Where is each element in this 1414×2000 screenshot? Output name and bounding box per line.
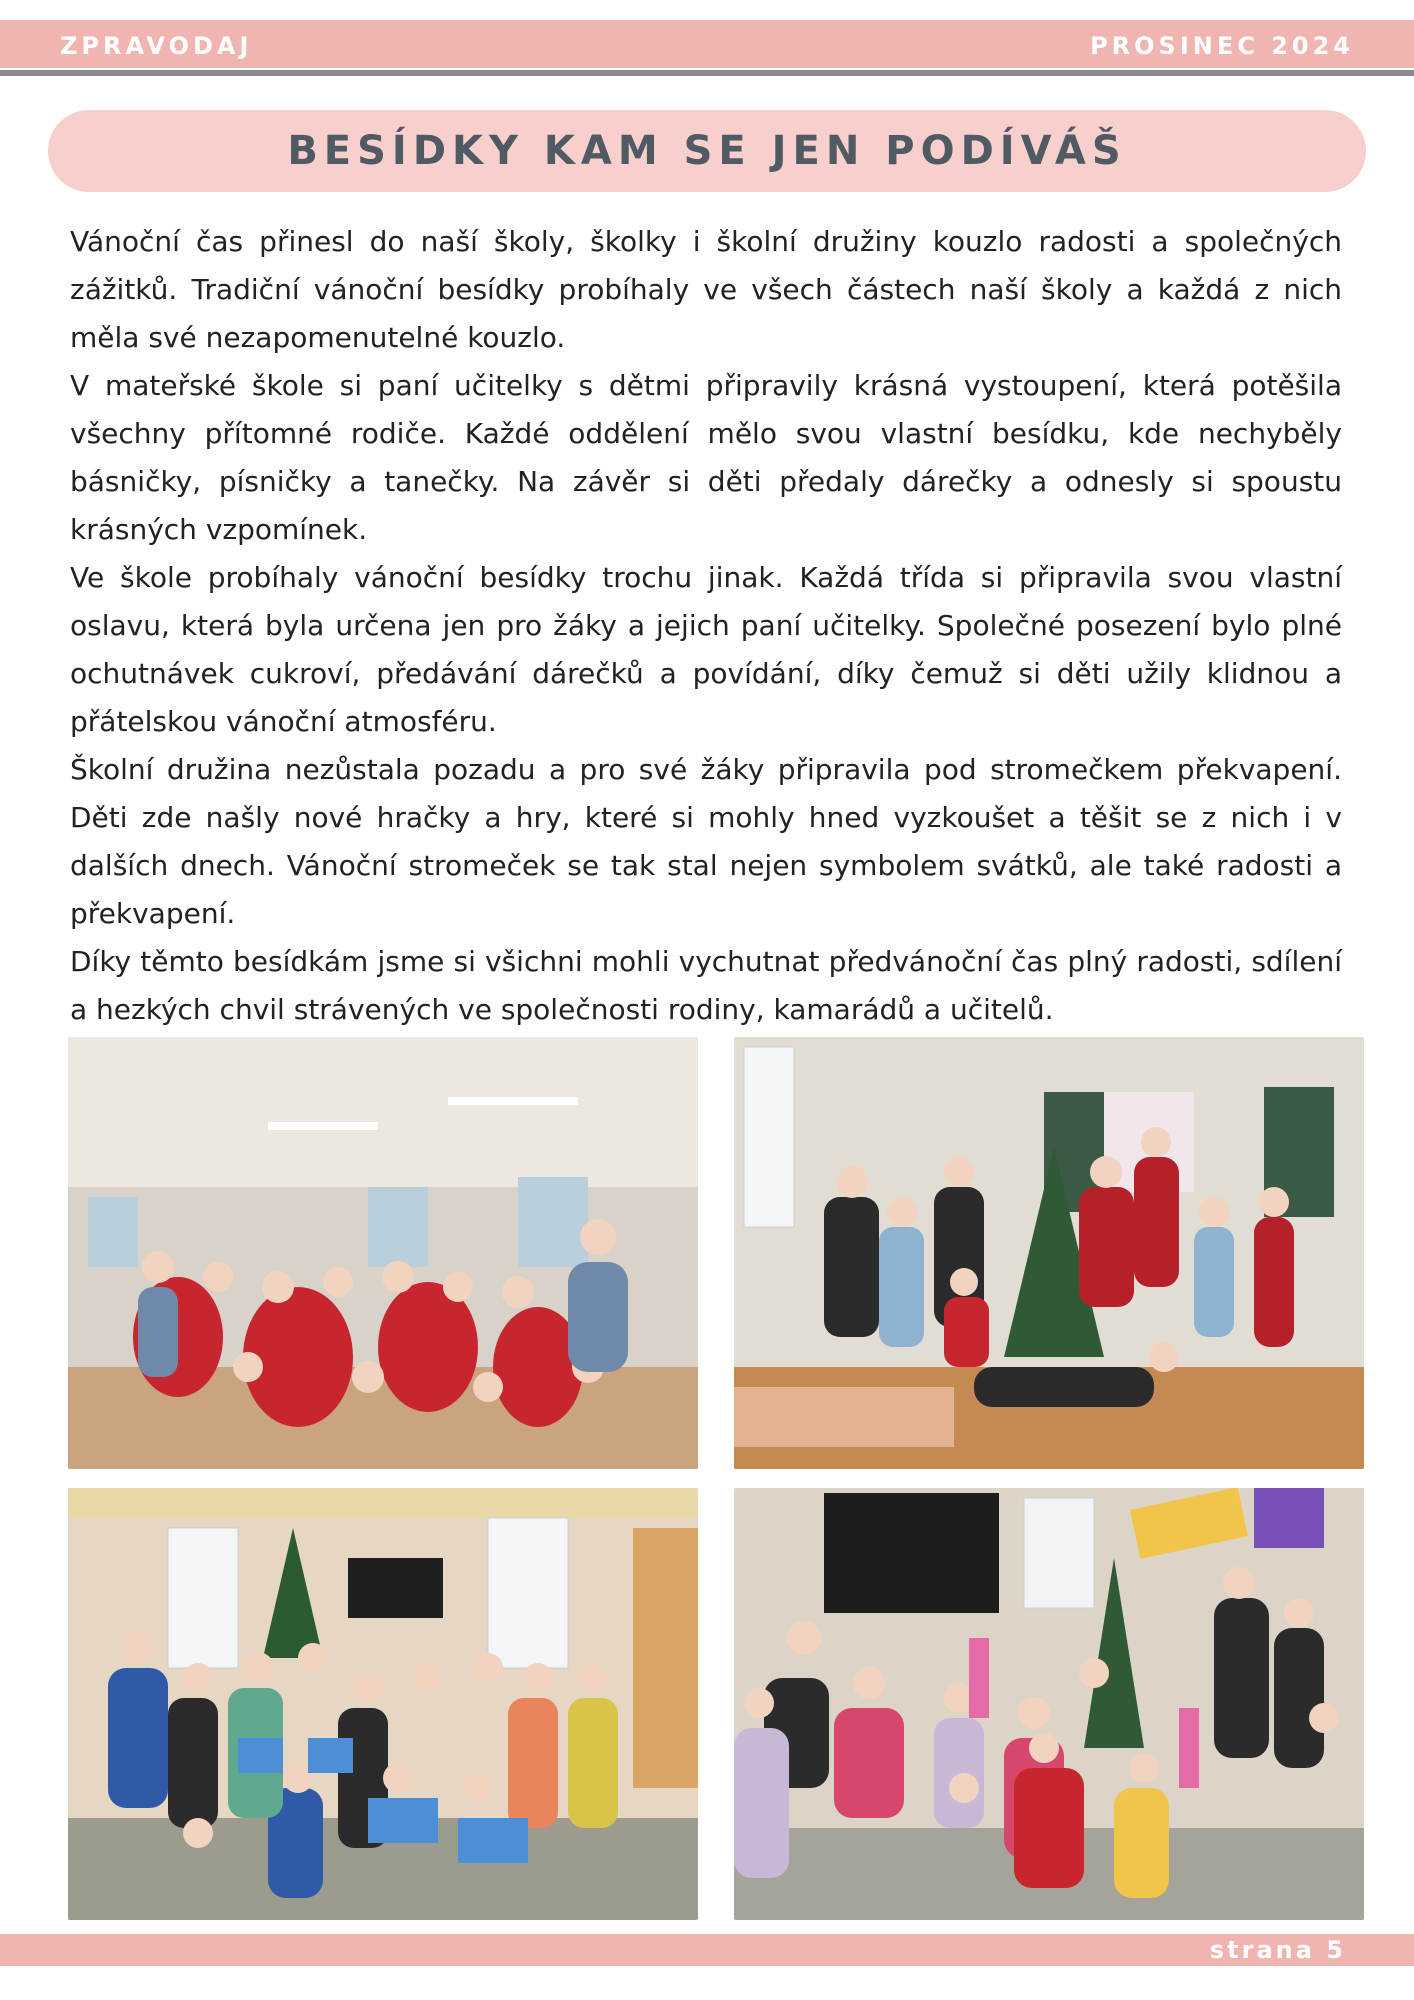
page-number: strana 5 — [1209, 1936, 1346, 1964]
newsletter-name: ZPRAVODAJ — [60, 32, 253, 60]
article-title: BESÍDKY KAM SE JEN PODÍVÁŠ — [287, 128, 1127, 174]
photo-class-christmas-tree — [734, 1037, 1364, 1469]
footer-band — [0, 1934, 1414, 1966]
title-banner — [48, 110, 1366, 192]
article-paragraph: V mateřské škole si paní učitelky s dětmi připravily krásná vystoupení, která potěšila všechny přítomné rodiče. Každé oddělení mělo svou vlastní besídku, kde nechyběly básničky, písničky a tanečky. Na závěr si děti předaly dárečky a odnesly si spoustu krásných vzpomínek. — [70, 369, 1342, 546]
header-rule — [0, 70, 1414, 76]
photo-kindergarten-party — [68, 1037, 698, 1469]
article-paragraph: Vánoční čas přinesl do naší školy, školky i školní družiny kouzlo radosti a společných zážitků. Tradiční vánoční besídky probíhaly ve všech částech naší školy a každá z nich měla své nezapomenutelné kouzlo. — [70, 225, 1342, 354]
issue-date: PROSINEC 2024 — [1090, 32, 1354, 60]
photo-children-with-toys — [734, 1488, 1364, 1920]
article-body — [70, 218, 1342, 1034]
article-paragraph: Ve škole probíhaly vánoční besídky trochu jinak. Každá třída si připravila svou vlastní oslavu, která byla určena jen pro žáky a jejich paní učitelky. Společné posezení bylo plné ochutnávek cukroví, předávání dárečků a povídání, díky čemuž si děti užily klidnou a přátelskou vánoční atmosféru. — [70, 561, 1342, 738]
article-paragraph: Díky těmto besídkám jsme si všichni mohli vychutnat předvánoční čas plný radosti, sdílení a hezkých chvil strávených ve společnosti rodiny, kamarádů a učitelů. — [70, 945, 1342, 1026]
article-paragraph: Školní družina nezůstala pozadu a pro své žáky připravila pod stromečkem překvapení. Děti zde našly nové hračky a hry, které si mohly hned vyzkoušet a těšit se z nich i v dalších dnech. Vánoční stromeček se tak stal nejen symbolem svátků, ale také radosti a překvapení. — [70, 753, 1342, 930]
photo-after-school-club-gifts — [68, 1488, 698, 1920]
